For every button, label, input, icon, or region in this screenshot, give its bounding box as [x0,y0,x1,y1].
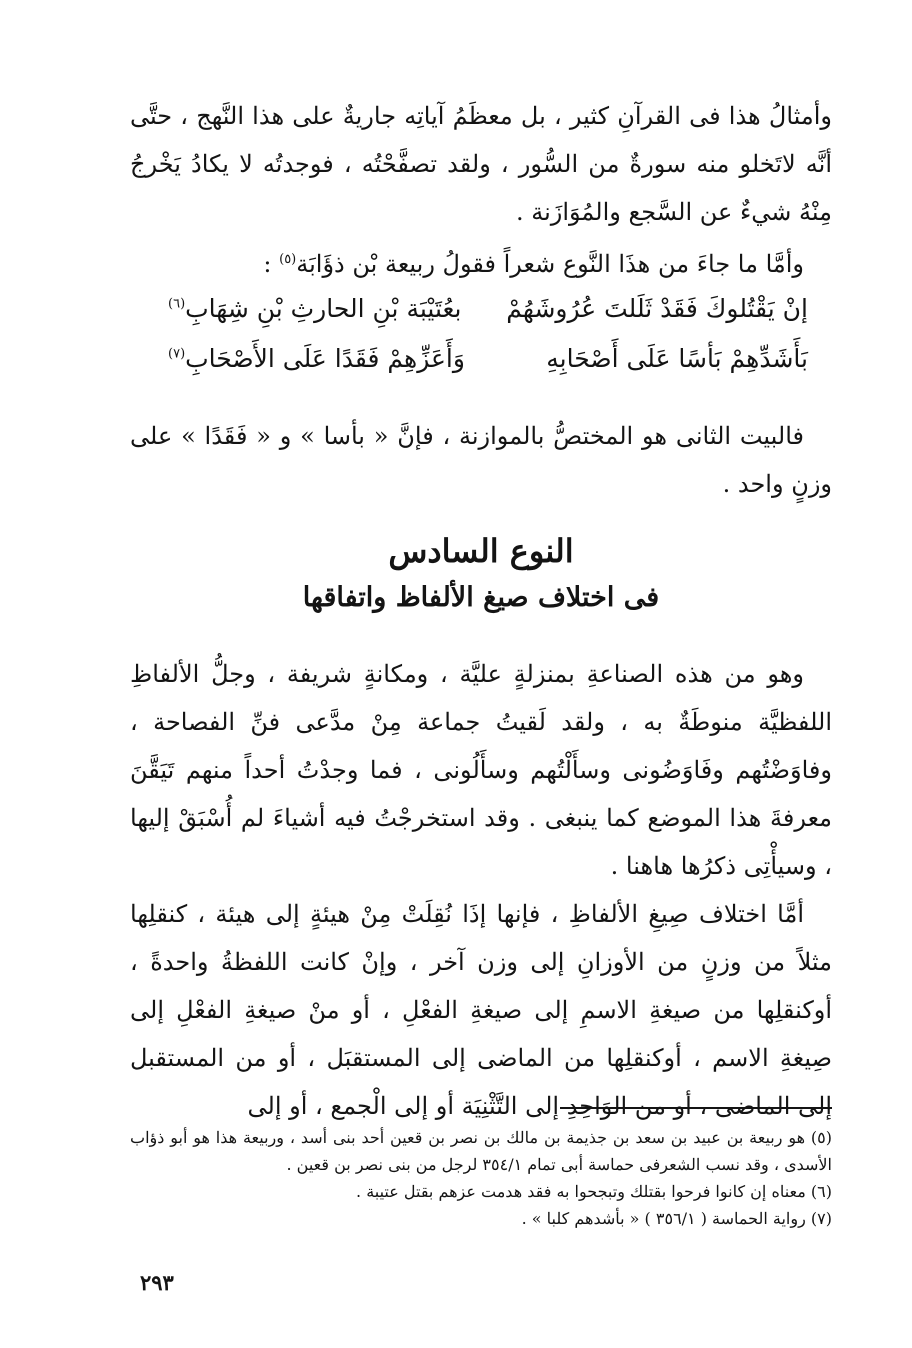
footnote-ref-5: (٥) [279,252,297,267]
verse-line-2 [168,344,808,390]
intro-paragraph: وأمثالُ هذا فى القرآنِ كثير ، بل معظَمُ آياتِه جاريةٌ على هذا النَّهج ، حتَّى أنَّه لاتَخلو منه سورةٌ من السُّور ، ولقد تصفَّحْتُه ، فوجدتُه لا يكادُ يَخْرجُ مِنْهُ شيءٌ عن السَّجع والمُوَازَنة . [130,102,832,226]
verse-2-first-hemistich: بَأَشَدِّهِمْ بَأسًا عَلَى أَصْحَابِهِ [546,344,808,373]
verse-2-second-text: وَأَعَزِّهِمْ فَقَدًا عَلَى الأَصْحَابِ [185,344,465,373]
section-subtitle: فى اختلاف صيغ الألفاظ واتفاقها [302,582,660,613]
body-paragraph-1: وهو من هذه الصناعةِ بمنزلةٍ عليَّة ، ومكانةٍ شريفة ، وجلُّ الألفاظِ اللفظيَّة منوطَةٌ به ، ولقد لَقيتُ جماعة مِنْ مدَّعى فنِّ الفصاحة ، وفاوَضْتُهم وفَاوَضُونى وسأَلْتُهم وسأَلُونى ، فما وجدْتُ أحداً منهم تَيَقَّنَ معرفةَ هذا الموضع كما ينبغى . وقد استخرجْتُ فيه أشياءَ لم أُسْبَقْ إليها ، وسيأْتِى ذكرُها هاهنا . [130,660,832,880]
footnote-ref-7: (٧) [168,346,186,362]
intro-text [130,92,832,288]
verse-commentary-text: فالبيت الثانى هو المختصُّ بالموازنة ، فإنَّ « بأسا » و « فَقَدًا » على وزنٍ واحد . [130,422,832,498]
footnote-ref-6: (٦) [168,296,186,312]
section-body [130,650,832,1130]
footnote-divider [560,1107,832,1109]
footnote-6: (٦) معناه إن كانوا فرحوا بقتلك وتبجحوا به فقد هدمت عزهم بقتل عتيبة . [356,1182,832,1201]
footnote-5: (٥) هو ربيعة بن عبيد بن سعد بن جذيمة بن مالك بن نصر بن قعين أحد بنى أسد ، وربيعة هذا هو أبو ذؤاب الأسدى ، وقد نسب الشعرفى حماسة أبى تمام ٣٥٤/١ لرجل من بنى نصر بن قعين . [130,1128,833,1174]
verse-2-second-hemistich [168,344,465,373]
verse-line-1 [168,294,808,340]
verse-1-first-hemistich: إنْ يَقْتُلوكَ فَقَدْ ثَلَلتَ عُرُوشَهُمْ [506,294,808,323]
verse-1-second-text: بعُتَيْبَة بْنِ الحارثِ بْنِ شِهَابِ [185,294,462,323]
page-number: ٢٩٣ [140,1270,174,1295]
section-title: النوع السادس [388,532,574,570]
verse-1-second-hemistich [168,294,462,323]
poetry-intro-text: وأمَّا ما جاءَ من هذَا النَّوع شعراً فقولُ ربيعة بْن ذؤَابَة [296,250,804,278]
body-paragraph-2: أمَّا اختلاف صِيغِ الألفاظِ ، فإنها إذَا نُقِلَتْ مِنْ هيئةٍ إلى هيئة ، كنقلِها مثلاً من وزنٍ من الأوزانِ إلى وزن آخر ، وإنْ كانت اللفظةُ واحدةً ، أوكنقلِها من صيغةِ الاسمِ إلى صيغةِ الفعْلِ ، أو منْ صيغةِ الفعْلِ إلى صِيغةِ الاسم ، أوكنقلِها من الماضى إلى المستقبَل ، أو من المستقبل إلى الماضى ، أو من الوَاحِدِ إلى التَّثْنِيَة أو إلى الْجمع ، أو إلى [130,900,832,1120]
poetry-intro-colon: : [263,250,280,278]
footnote-7: (٧) رواية الحماسة ( ٣٥٦/١ ) « بأشدهم كلبا » . [521,1209,832,1228]
verse-commentary [130,412,832,508]
footnotes [130,1124,832,1232]
poetry-intro-line [130,236,832,288]
